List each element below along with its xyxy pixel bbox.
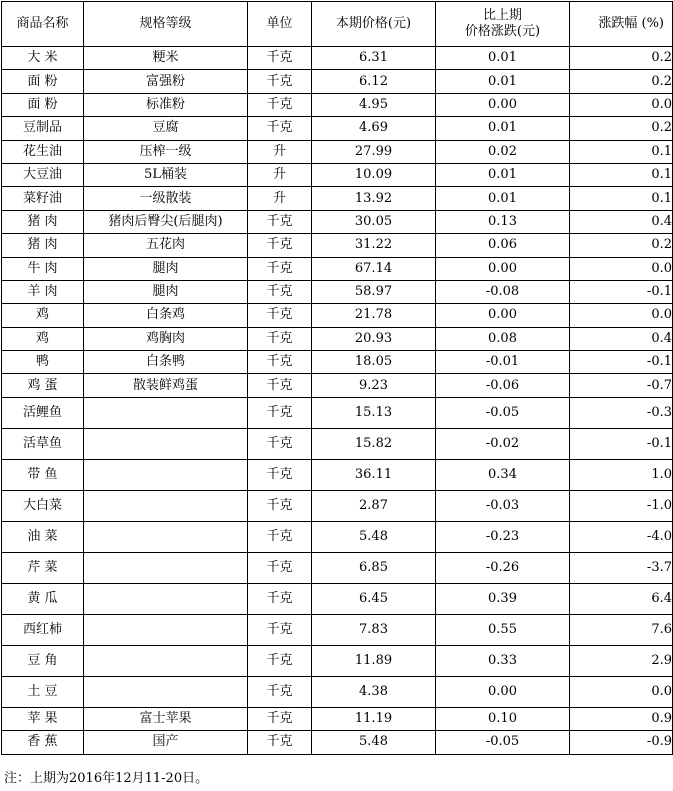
cell-pct: -4.0	[570, 521, 673, 552]
cell-unit: 千克	[248, 93, 312, 116]
cell-price: 31.22	[312, 234, 436, 257]
cell-unit: 千克	[248, 117, 312, 140]
cell-unit: 千克	[248, 351, 312, 374]
cell-pct: -0.9	[570, 731, 673, 754]
cell-change: -0.03	[436, 490, 570, 521]
table-row	[2, 210, 673, 233]
footnote: 注：上期为2016年12月11-20日。	[4, 771, 209, 786]
header-change-line1: 比上期	[482, 8, 522, 23]
cell-name: 猪 肉	[2, 210, 84, 233]
cell-pct: -1.0	[570, 490, 673, 521]
cell-name: 芹 菜	[2, 552, 84, 583]
cell-change: -0.05	[436, 731, 570, 754]
cell-name: 大 米	[2, 47, 84, 70]
cell-price: 4.38	[312, 676, 436, 707]
table-body	[2, 47, 673, 755]
cell-pct: 0.0	[570, 304, 673, 327]
cell-change: 0.55	[436, 614, 570, 645]
table-row	[2, 521, 673, 552]
cell-change: 0.13	[436, 210, 570, 233]
table-row	[2, 459, 673, 490]
cell-unit: 千克	[248, 234, 312, 257]
cell-price: 7.83	[312, 614, 436, 645]
cell-unit: 千克	[248, 459, 312, 490]
cell-price: 30.05	[312, 210, 436, 233]
cell-change: -0.06	[436, 374, 570, 397]
cell-price: 13.92	[312, 187, 436, 210]
cell-price: 9.23	[312, 374, 436, 397]
cell-spec: 散装鲜鸡蛋	[84, 374, 248, 397]
cell-change: 0.33	[436, 645, 570, 676]
cell-name: 大白菜	[2, 490, 84, 521]
cell-unit: 升	[248, 140, 312, 163]
cell-pct: -0.1	[570, 428, 673, 459]
cell-spec: 标准粉	[84, 93, 248, 116]
cell-price: 10.09	[312, 163, 436, 186]
cell-name: 牛 肉	[2, 257, 84, 280]
cell-pct: 0.4	[570, 210, 673, 233]
cell-unit: 千克	[248, 731, 312, 754]
cell-unit: 千克	[248, 645, 312, 676]
cell-change: -0.05	[436, 397, 570, 428]
table-row	[2, 707, 673, 730]
cell-name: 面 粉	[2, 93, 84, 116]
cell-name: 西红柿	[2, 614, 84, 645]
cell-change: -0.26	[436, 552, 570, 583]
cell-pct: 0.9	[570, 707, 673, 730]
cell-name: 黄 瓜	[2, 583, 84, 614]
cell-name: 豆制品	[2, 117, 84, 140]
cell-name: 大豆油	[2, 163, 84, 186]
cell-name: 羊 肉	[2, 280, 84, 303]
cell-price: 4.69	[312, 117, 436, 140]
cell-name: 鸭	[2, 351, 84, 374]
table-row	[2, 70, 673, 93]
cell-price: 5.48	[312, 521, 436, 552]
cell-spec: 粳米	[84, 47, 248, 70]
cell-unit: 千克	[248, 304, 312, 327]
cell-pct: 0.1	[570, 163, 673, 186]
cell-spec: 国产	[84, 731, 248, 754]
cell-change: 0.10	[436, 707, 570, 730]
cell-price: 11.89	[312, 645, 436, 676]
cell-change: 0.39	[436, 583, 570, 614]
cell-pct: 0.1	[570, 187, 673, 210]
cell-spec	[84, 397, 248, 428]
cell-spec: 富强粉	[84, 70, 248, 93]
cell-change: -0.08	[436, 280, 570, 303]
table-row	[2, 327, 673, 350]
cell-pct: -0.7	[570, 374, 673, 397]
table-row	[2, 47, 673, 70]
cell-price: 21.78	[312, 304, 436, 327]
cell-unit: 千克	[248, 70, 312, 93]
table-row	[2, 397, 673, 428]
header-price: 本期价格(元)	[312, 2, 436, 47]
cell-change: 0.00	[436, 304, 570, 327]
table-row	[2, 583, 673, 614]
table-row	[2, 614, 673, 645]
cell-unit: 千克	[248, 552, 312, 583]
cell-pct: 0.2	[570, 47, 673, 70]
cell-price: 6.45	[312, 583, 436, 614]
header-change-line2: 价格涨跌(元)	[464, 24, 541, 39]
table-row	[2, 351, 673, 374]
price-table	[1, 1, 673, 755]
cell-unit: 千克	[248, 280, 312, 303]
cell-name: 鸡	[2, 304, 84, 327]
cell-name: 豆 角	[2, 645, 84, 676]
cell-change: 0.00	[436, 257, 570, 280]
cell-name: 活鲤鱼	[2, 397, 84, 428]
cell-price: 5.48	[312, 731, 436, 754]
cell-pct: 0.4	[570, 327, 673, 350]
cell-unit: 千克	[248, 210, 312, 233]
cell-spec: 白条鸭	[84, 351, 248, 374]
cell-unit: 千克	[248, 428, 312, 459]
cell-unit: 千克	[248, 583, 312, 614]
cell-unit: 千克	[248, 490, 312, 521]
cell-price: 11.19	[312, 707, 436, 730]
header-change	[436, 2, 570, 47]
table-row	[2, 257, 673, 280]
cell-name: 土 豆	[2, 676, 84, 707]
cell-price: 20.93	[312, 327, 436, 350]
header-row	[2, 2, 673, 47]
cell-spec: 鸡胸肉	[84, 327, 248, 350]
cell-spec: 压榨一级	[84, 140, 248, 163]
cell-change: 0.01	[436, 117, 570, 140]
cell-unit: 升	[248, 163, 312, 186]
cell-change: 0.00	[436, 676, 570, 707]
cell-price: 4.95	[312, 93, 436, 116]
cell-name: 活草鱼	[2, 428, 84, 459]
cell-change: -0.02	[436, 428, 570, 459]
cell-spec	[84, 490, 248, 521]
cell-change: 0.01	[436, 187, 570, 210]
cell-spec	[84, 521, 248, 552]
cell-unit: 千克	[248, 327, 312, 350]
cell-name: 菜籽油	[2, 187, 84, 210]
cell-pct: 0.2	[570, 70, 673, 93]
cell-spec	[84, 552, 248, 583]
cell-spec: 白条鸡	[84, 304, 248, 327]
cell-price: 6.85	[312, 552, 436, 583]
cell-spec: 五花肉	[84, 234, 248, 257]
table-row	[2, 304, 673, 327]
cell-spec: 一级散装	[84, 187, 248, 210]
cell-pct: 0.0	[570, 257, 673, 280]
cell-unit: 千克	[248, 47, 312, 70]
cell-spec	[84, 459, 248, 490]
cell-spec	[84, 583, 248, 614]
table-row	[2, 490, 673, 521]
cell-price: 6.31	[312, 47, 436, 70]
header-pct: 涨跌幅 (%)	[570, 2, 673, 47]
cell-pct: 0.1	[570, 140, 673, 163]
cell-unit: 千克	[248, 676, 312, 707]
cell-spec: 豆腐	[84, 117, 248, 140]
header-unit: 单位	[248, 2, 312, 47]
cell-pct: 2.9	[570, 645, 673, 676]
cell-change: -0.01	[436, 351, 570, 374]
cell-change: 0.01	[436, 47, 570, 70]
cell-price: 36.11	[312, 459, 436, 490]
cell-price: 15.82	[312, 428, 436, 459]
cell-unit: 升	[248, 187, 312, 210]
cell-change: 0.06	[436, 234, 570, 257]
cell-change: 0.01	[436, 70, 570, 93]
cell-name: 鸡	[2, 327, 84, 350]
cell-pct: 0.2	[570, 234, 673, 257]
cell-price: 18.05	[312, 351, 436, 374]
cell-pct: 6.4	[570, 583, 673, 614]
cell-name: 鸡 蛋	[2, 374, 84, 397]
cell-unit: 千克	[248, 257, 312, 280]
cell-pct: 0.0	[570, 676, 673, 707]
cell-change: 0.00	[436, 93, 570, 116]
header-spec: 规格等级	[84, 2, 248, 47]
cell-pct: -3.7	[570, 552, 673, 583]
cell-unit: 千克	[248, 374, 312, 397]
cell-change: 0.02	[436, 140, 570, 163]
cell-change: 0.34	[436, 459, 570, 490]
cell-pct: 1.0	[570, 459, 673, 490]
table-row	[2, 552, 673, 583]
cell-price: 15.13	[312, 397, 436, 428]
cell-unit: 千克	[248, 614, 312, 645]
table-row	[2, 234, 673, 257]
cell-pct: 0.2	[570, 117, 673, 140]
table-row	[2, 428, 673, 459]
cell-pct: -0.1	[570, 280, 673, 303]
cell-pct: 0.0	[570, 93, 673, 116]
cell-change: -0.23	[436, 521, 570, 552]
cell-spec: 5L桶装	[84, 163, 248, 186]
cell-change: 0.08	[436, 327, 570, 350]
cell-price: 27.99	[312, 140, 436, 163]
cell-name: 花生油	[2, 140, 84, 163]
cell-spec	[84, 676, 248, 707]
table-row	[2, 163, 673, 186]
cell-price: 67.14	[312, 257, 436, 280]
cell-name: 油 菜	[2, 521, 84, 552]
cell-spec: 富士苹果	[84, 707, 248, 730]
table-row	[2, 645, 673, 676]
cell-spec: 腿肉	[84, 257, 248, 280]
cell-pct: -0.3	[570, 397, 673, 428]
cell-price: 2.87	[312, 490, 436, 521]
cell-name: 面 粉	[2, 70, 84, 93]
cell-name: 猪 肉	[2, 234, 84, 257]
cell-pct: -0.1	[570, 351, 673, 374]
table-row	[2, 93, 673, 116]
cell-price: 6.12	[312, 70, 436, 93]
cell-spec	[84, 614, 248, 645]
cell-unit: 千克	[248, 521, 312, 552]
header-name: 商品名称	[2, 2, 84, 47]
table-row	[2, 280, 673, 303]
table-row	[2, 374, 673, 397]
cell-unit: 千克	[248, 397, 312, 428]
table-row	[2, 676, 673, 707]
cell-name: 带 鱼	[2, 459, 84, 490]
cell-spec: 猪肉后臀尖(后腿肉)	[84, 210, 248, 233]
cell-spec	[84, 645, 248, 676]
cell-name: 苹 果	[2, 707, 84, 730]
table-row	[2, 731, 673, 754]
cell-price: 58.97	[312, 280, 436, 303]
table-row	[2, 117, 673, 140]
table-row	[2, 140, 673, 163]
cell-spec	[84, 428, 248, 459]
cell-spec: 腿肉	[84, 280, 248, 303]
cell-unit: 千克	[248, 707, 312, 730]
table-row	[2, 187, 673, 210]
cell-name: 香 蕉	[2, 731, 84, 754]
cell-pct: 7.6	[570, 614, 673, 645]
cell-change: 0.01	[436, 163, 570, 186]
